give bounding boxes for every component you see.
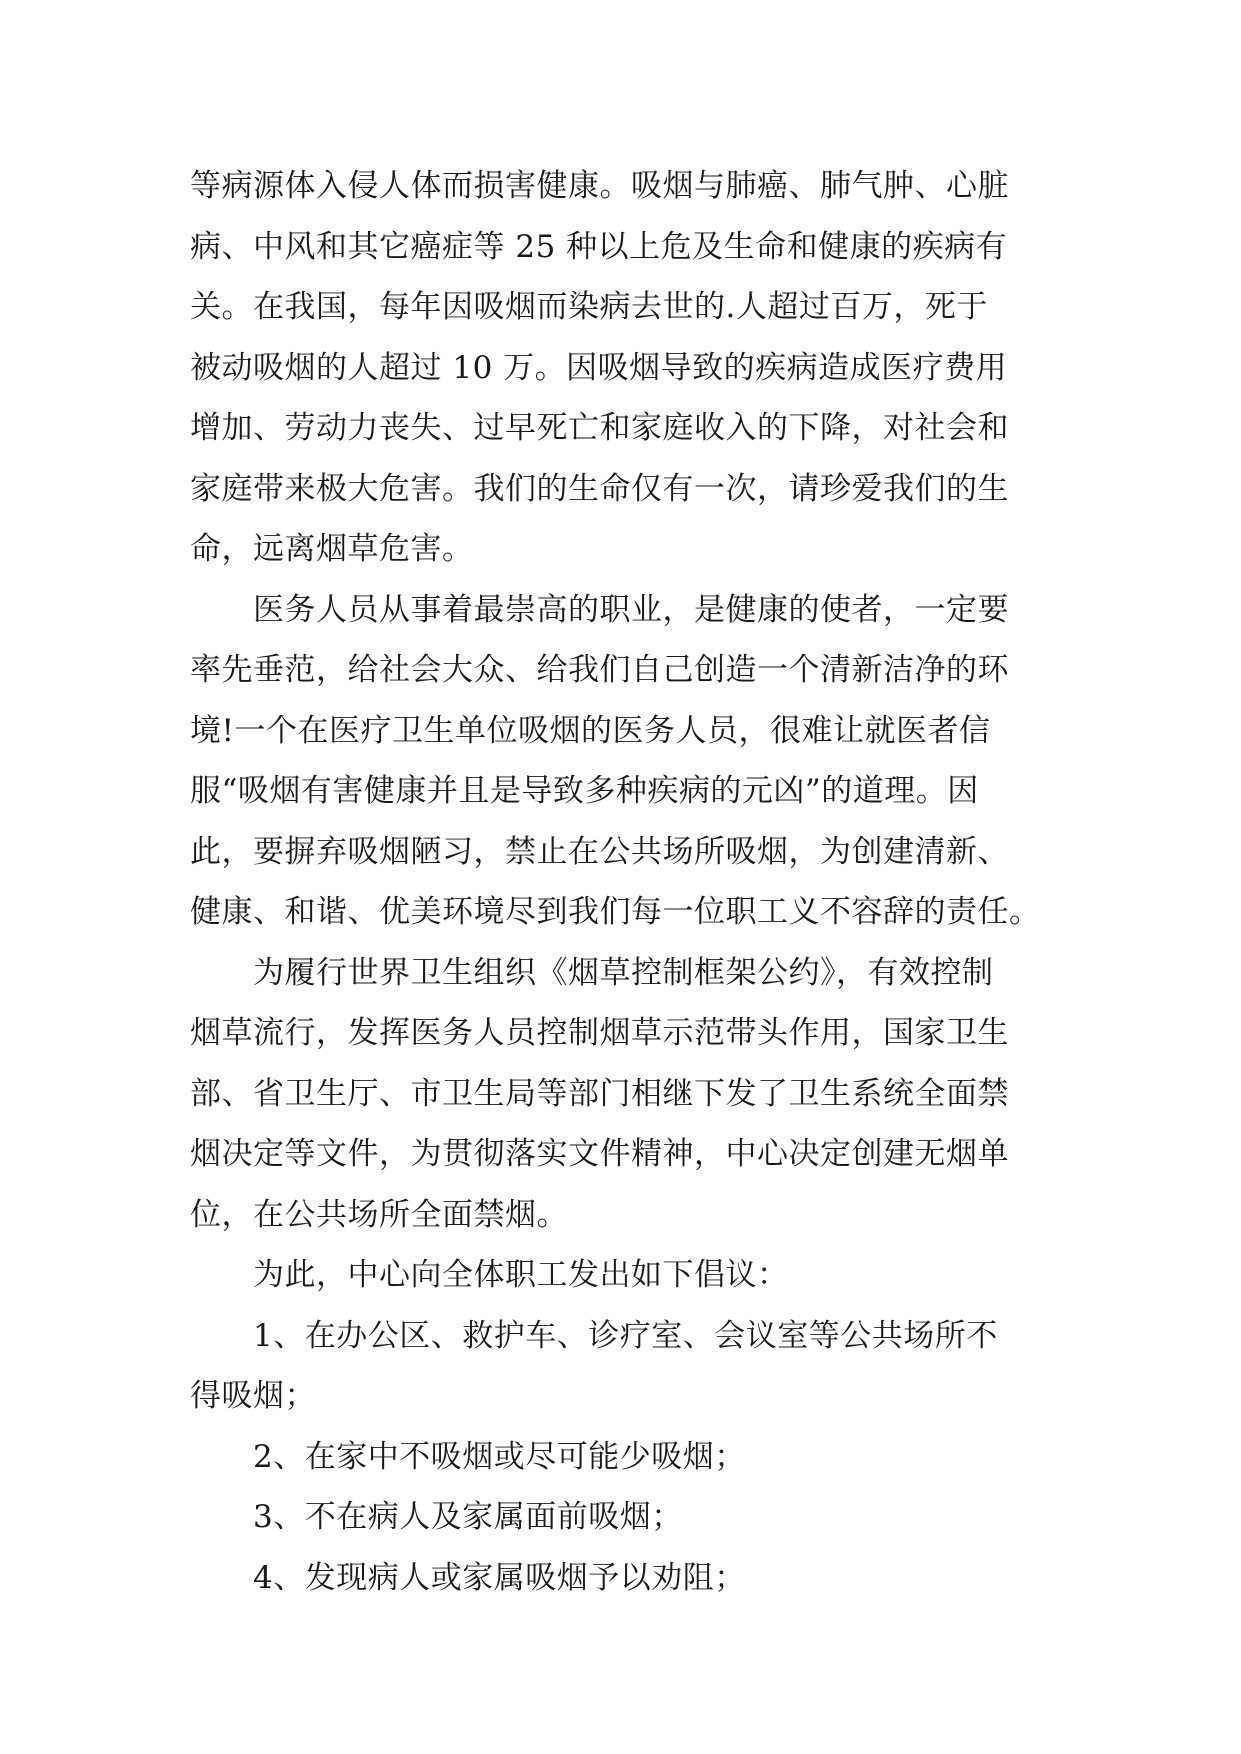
- text-line: 3、不在病人及家属面前吸烟；: [190, 1499, 683, 1535]
- text-line: 此，要摒弃吸烟陋习，禁止在公共场所吸烟，为创建清新、: [190, 833, 1009, 870]
- text-line: 服“吸烟有害健康并且是导致多种疾病的元凶”的道理。因: [190, 773, 979, 809]
- document-body: [190, 156, 1050, 1608]
- text-line: 家庭带来极大危害。我们的生命仅有一次，请珍爱我们的生: [190, 470, 1009, 507]
- text-line: 4、发现病人或家属吸烟予以劝阻；: [190, 1559, 746, 1596]
- text-line: 得吸烟；: [190, 1378, 316, 1414]
- text-line: 关。在我国，每年因吸烟而染病去世的.人超过百万，死于: [190, 289, 988, 325]
- text-line: 病、中风和其它癌症等 25 种以上危及生命和健康的疾病有: [190, 228, 1008, 265]
- text-line: 健康、和谐、优美环境尽到我们每一位职工义不容辞的责任。: [190, 894, 1041, 930]
- text-line: 位，在公共场所全面禁烟。: [190, 1196, 568, 1233]
- text-line: 被动吸烟的人超过 10 万。因吸烟导致的疾病造成医疗费用: [190, 349, 1008, 386]
- text-line: 2、在家中不吸烟或尽可能少吸烟；: [190, 1438, 746, 1475]
- text-line: 命，远离烟草危害。: [190, 531, 474, 567]
- text-line: 为履行世界卫生组织《烟草控制框架公约》，有效控制: [190, 954, 994, 991]
- text-line: 增加、劳动力丧失、过早死亡和家庭收入的下降，对社会和: [190, 410, 1009, 446]
- text-line: 率先垂范，给社会大众、给我们自己创造一个清新洁净的环: [190, 652, 1009, 688]
- text-line: 1、在办公区、救护车、诊疗室、会议室等公共场所不: [190, 1317, 998, 1354]
- text-line: 等病源体入侵人体而损害健康。吸烟与肺癌、肺气肿、心脏: [190, 168, 1009, 204]
- text-line: 医务人员从事着最崇高的职业，是健康的使者，一定要: [190, 591, 1009, 628]
- text-line: 为此，中心向全体职工发出如下倡议：: [190, 1257, 789, 1293]
- text-line: 烟决定等文件，为贯彻落实文件精神，中心决定创建无烟单: [190, 1136, 1009, 1172]
- text-line: 部、省卫生厅、市卫生局等部门相继下发了卫生系统全面禁: [190, 1075, 1009, 1112]
- text-line: 烟草流行，发挥医务人员控制烟草示范带头作用，国家卫生: [190, 1015, 1009, 1051]
- text-line: 境!一个在医疗卫生单位吸烟的医务人员，很难让就医者信: [190, 712, 991, 749]
